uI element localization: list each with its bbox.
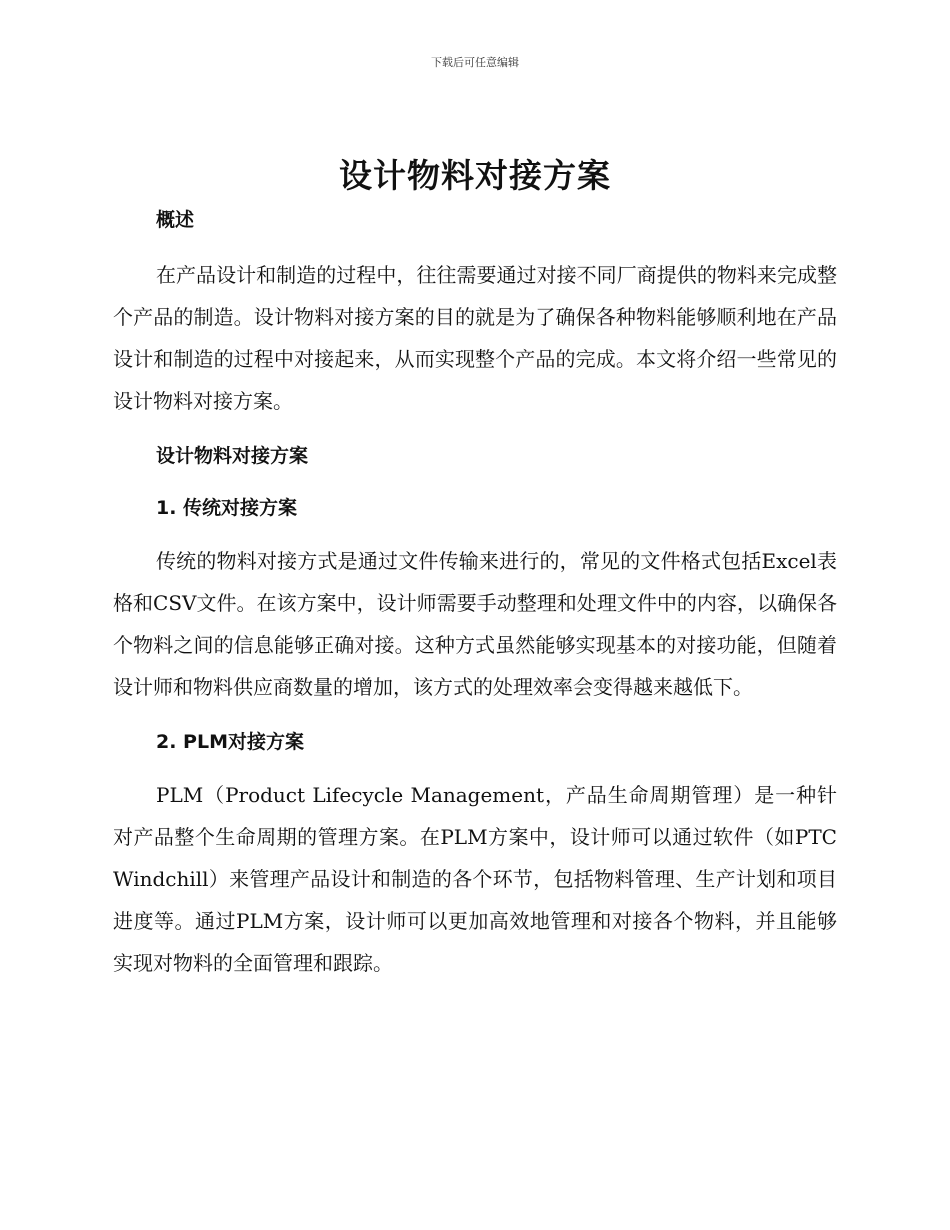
document-title: 设计物料对接方案 bbox=[339, 156, 611, 195]
section-heading: 设计物料对接方案 bbox=[156, 445, 309, 467]
subsection-2-paragraph: PLM（Product Lifecycle Management，产品生命周期管理）是一种针对产品整个生命周期的管理方案。在PLM方案中，设计师可以通过软件（如PTC Windchill）来管理产品设计和制造的各个环节，包括物料管理、生产计划和项目进度等。通过PLM方案，设计师可以更加高效地管理和对接各个物料，并且能够实现对物料的全面管理和跟踪。 bbox=[113, 783, 837, 975]
subsection-1-paragraph: 传统的物料对接方式是通过文件传输来进行的，常见的文件格式包括Excel表格和CSV文件。在该方案中，设计师需要手动整理和处理文件中的内容，以确保各个物料之间的信息能够正确对接。这种方式虽然能够实现基本的对接功能，但随着设计师和物料供应商数量的增加，该方式的处理效率会变得越来越低下。 bbox=[113, 549, 837, 699]
page-header-note: 下载后可任意编辑 bbox=[431, 56, 519, 69]
overview-paragraph: 在产品设计和制造的过程中，往往需要通过对接不同厂商提供的物料来完成整个产品的制造。设计物料对接方案的目的就是为了确保各种物料能够顺利地在产品设计和制造的过程中对接起来，从而实现整个产品的完成。本文将介绍一些常见的设计物料对接方案。 bbox=[113, 263, 837, 413]
subsection-1-heading: 1. 传统对接方案 bbox=[156, 497, 298, 519]
overview-heading: 概述 bbox=[156, 209, 195, 231]
document-body bbox=[113, 200, 837, 998]
subsection-2-heading: 2. PLM对接方案 bbox=[156, 731, 304, 753]
